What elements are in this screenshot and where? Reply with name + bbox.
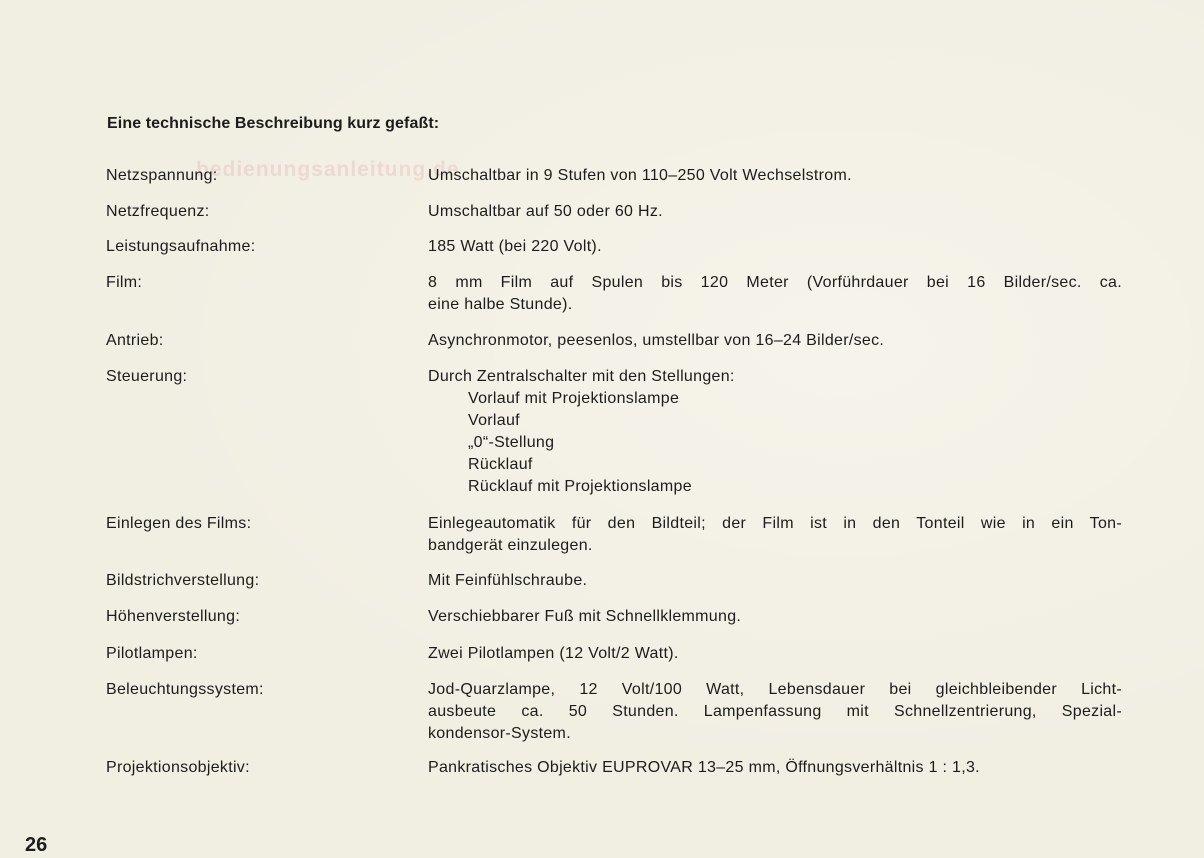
spec-value — [428, 570, 1122, 592]
spec-value — [428, 330, 1122, 352]
spec-label: Beleuchtungssystem: — [106, 681, 264, 698]
list-item: Vorlauf mit Projektionslampe — [468, 390, 680, 407]
spec-value — [428, 757, 1122, 779]
spec-label: Bildstrichverstellung: — [106, 572, 260, 589]
spec-value-line: Asynchronmotor, peesenlos, umstellbar von 16–24 Bilder/sec. — [428, 332, 885, 349]
spec-label: Projektionsobjektiv: — [106, 759, 250, 776]
spec-label: Netzspannung: — [106, 167, 218, 184]
spec-value-line: Mit Feinfühlschraube. — [428, 572, 588, 589]
spec-value-line: Umschaltbar in 9 Stufen von 110–250 Volt Wechselstrom. — [428, 167, 852, 184]
spec-value-line: Zwei Pilotlampen (12 Volt/2 Watt). — [428, 645, 679, 662]
spec-label: Antrieb: — [106, 332, 164, 349]
spec-value-line: Jod-Quarzlampe, 12 Volt/100 Watt, Lebensdauer bei gleichbleibender Licht- — [428, 681, 1122, 698]
switch-positions-list — [428, 388, 1122, 498]
spec-value — [428, 643, 1122, 665]
spec-value-line: Pankratisches Objektiv EUPROVAR 13–25 mm, Öffnungsverhältnis 1 : 1,3. — [428, 759, 980, 776]
spec-value-line: ausbeute ca. 50 Stunden. Lampenfassung mit Schnellzentrierung, Spezial- — [428, 703, 1122, 720]
spec-value-line: Umschaltbar auf 50 oder 60 Hz. — [428, 203, 663, 220]
watermark: bedienungsanleitung.de — [196, 158, 460, 181]
spec-label: Einlegen des Films: — [106, 515, 252, 532]
list-item: Rücklauf mit Projektionslampe — [468, 478, 692, 495]
spec-label: Film: — [106, 274, 143, 291]
spec-value — [428, 366, 1122, 498]
spec-value — [428, 236, 1122, 258]
spec-value — [428, 272, 1122, 316]
spec-value-line: Verschiebbarer Fuß mit Schnellklemmung. — [428, 608, 742, 625]
list-item: „0“-Stellung — [468, 434, 555, 451]
spec-value-line: kondensor-System. — [428, 725, 571, 742]
spec-value-line: Einlegeautomatik für den Bildteil; der Film ist in den Tonteil wie in ein Ton- — [428, 515, 1122, 532]
spec-value — [428, 606, 1122, 628]
list-item: Rücklauf — [468, 456, 533, 473]
spec-label: Leistungsaufnahme: — [106, 238, 256, 255]
spec-value-line: eine halbe Stunde). — [428, 296, 573, 313]
spec-value — [428, 165, 1122, 187]
section-heading: Eine technische Beschreibung kurz gefaßt: — [107, 115, 440, 132]
spec-value-line: 185 Watt (bei 220 Volt). — [428, 238, 602, 255]
spec-label: Steuerung: — [106, 368, 188, 385]
spec-value-line: 8 mm Film auf Spulen bis 120 Meter (Vorführdauer bei 16 Bilder/sec. ca. — [428, 274, 1122, 291]
spec-value — [428, 201, 1122, 223]
page-number: 26 — [25, 834, 48, 856]
spec-value — [428, 513, 1122, 557]
spec-value-line: Durch Zentralschalter mit den Stellungen: — [428, 368, 735, 385]
spec-value-line: bandgerät einzulegen. — [428, 537, 593, 554]
spec-label: Pilotlampen: — [106, 645, 198, 662]
spec-label: Netzfrequenz: — [106, 203, 210, 220]
list-item: Vorlauf — [468, 412, 520, 429]
spec-value — [428, 679, 1122, 745]
spec-label: Höhenverstellung: — [106, 608, 241, 625]
